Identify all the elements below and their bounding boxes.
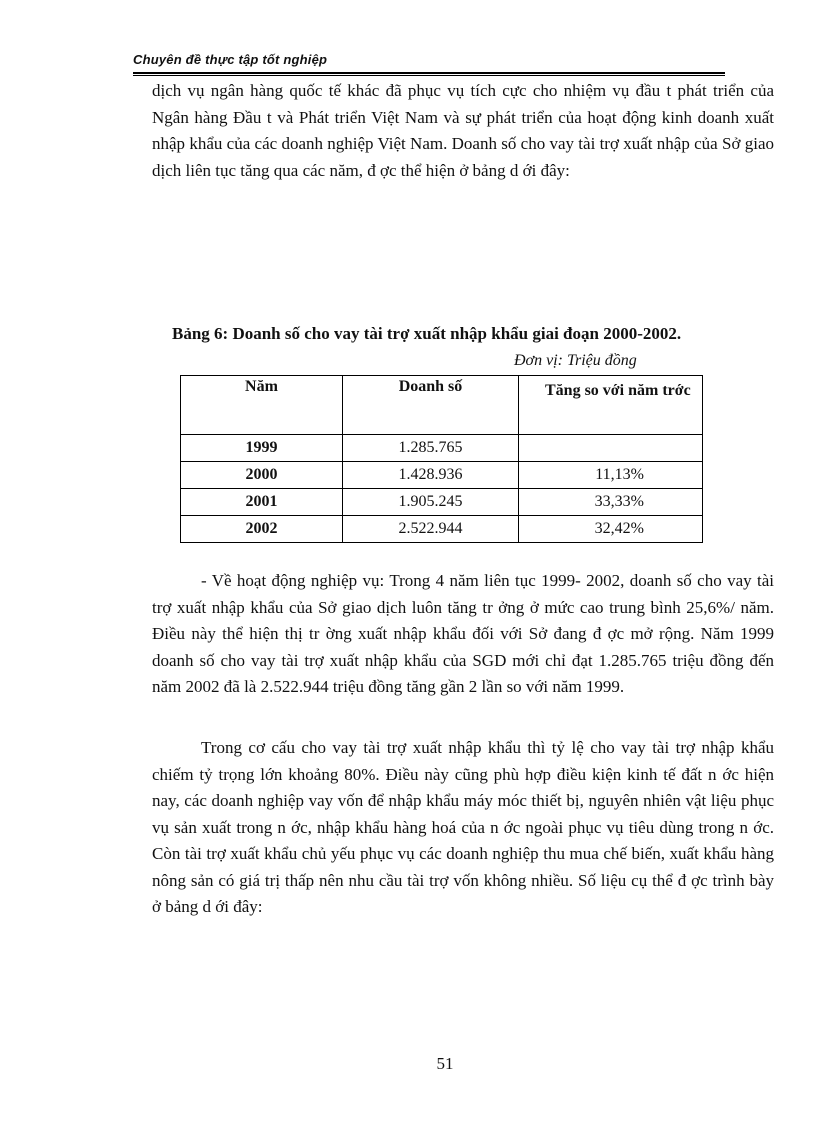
cell-growth: 33,33%: [519, 489, 703, 516]
cell-year: 1999: [181, 435, 343, 462]
table-row: [181, 489, 703, 516]
table-row: [181, 516, 703, 543]
cell-revenue: 1.905.245: [343, 489, 519, 516]
cell-revenue: 1.428.936: [343, 462, 519, 489]
structure-paragraph: Trong cơ cấu cho vay tài trợ xuất nhập khẩu thì tỷ lệ cho vay tài trợ nhập khẩu chiếm tỷ trọng lớn khoảng 80%. Điều này cũng phù hợp điều kiện kinh tế đất n ớc hiện nay, các doanh nghiệp vay vốn để nhập khẩu máy móc thiết bị, nguyên nhiên vật liệu phục vụ sản xuất trong n ớc, nhập khẩu hàng hoá của n ớc ngoài phục vụ tiêu dùng trong n ớc. Còn tài trợ xuất khẩu chủ yếu phục vụ các doanh nghiệp thu mua chế biến, xuất khẩu hàng nông sản có giá trị thấp nên nhu cầu tài trợ vốn không nhiều. Số liệu cụ thể đ ợc trình bày ở bảng d ới đây:: [152, 738, 774, 916]
cell-year: 2002: [181, 516, 343, 543]
cell-growth: 32,42%: [519, 516, 703, 543]
header-growth: Tăng so với năm trớc: [519, 376, 703, 435]
cell-growth: [519, 435, 703, 462]
intro-paragraph: dịch vụ ngân hàng quốc tế khác đã phục vụ tích cực cho nhiệm vụ đầu t phát triển của Ngân hàng Đầu t và Phát triển Việt Nam và sự phát triển của hoạt động kinh doanh xuất nhập khẩu của các doanh nghiệp Việt Nam. Doanh số cho vay tài trợ xuất nhập của Sở giao dịch liên tục tăng qua các năm, đ ợc thể hiện ở bảng d ới đây:: [152, 81, 774, 180]
cell-growth: 11,13%: [519, 462, 703, 489]
page-number: 51: [436, 1054, 454, 1073]
table-header-row: [181, 376, 703, 435]
running-header: Chuyên đề thực tập tốt nghiệp: [133, 52, 328, 67]
table-title: Bảng 6: Doanh số cho vay tài trợ xuất nhập khẩu giai đoạn 2000-2002.: [172, 324, 682, 343]
cell-revenue: 1.285.765: [343, 435, 519, 462]
table-row: [181, 435, 703, 462]
revenue-table: [180, 375, 703, 543]
cell-year: 2000: [181, 462, 343, 489]
header-year: Năm: [181, 376, 343, 435]
header-rule: [133, 72, 725, 76]
cell-year: 2001: [181, 489, 343, 516]
table-row: [181, 462, 703, 489]
table-unit-note: Đơn vị: Triệu đồng: [514, 352, 637, 369]
header-revenue: Doanh số: [343, 376, 519, 435]
activity-paragraph: - Về hoạt động nghiệp vụ: Trong 4 năm liên tục 1999- 2002, doanh số cho vay tài trợ xuất nhập khẩu của Sở giao dịch luôn tăng tr ởng ở mức cao trung bình 25,6%/ năm. Điều này thể hiện thị tr ờng xuất nhập khẩu đối với Sở đang đ ợc mở rộng. Năm 1999 doanh số cho vay tài trợ xuất nhập khẩu của SGD mới chỉ đạt 1.285.765 triệu đồng đến năm 2002 đã là 2.522.944 triệu đồng tăng gần 2 lần so với năm 1999.: [152, 571, 774, 696]
cell-revenue: 2.522.944: [343, 516, 519, 543]
